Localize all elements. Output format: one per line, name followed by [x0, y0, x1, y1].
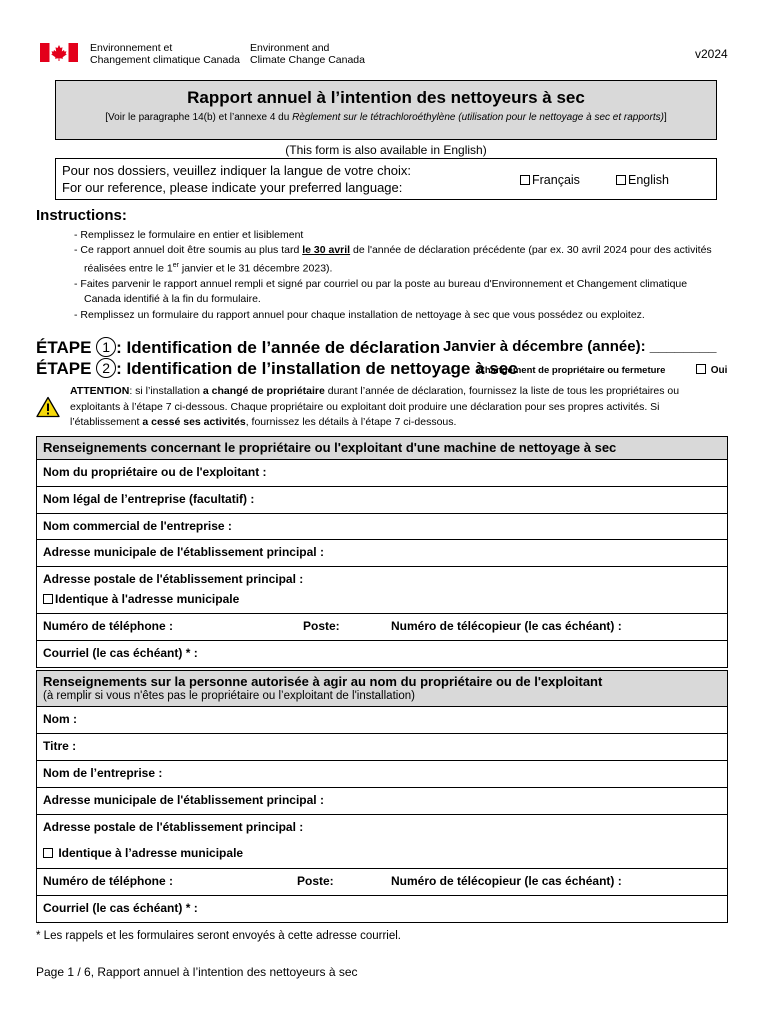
- email-field[interactable]: Courriel (le cas échéant) * :: [43, 646, 198, 660]
- phone-row[interactable]: Numéro de téléphone : Poste: Numéro de télécopieur (le cas échéant) :: [37, 614, 727, 641]
- agent-postal-address-field[interactable]: Adresse postale de l'établissement principal : Identique à l’adresse municipale: [37, 815, 727, 869]
- same-address-option[interactable]: Identique à l’adresse municipale: [43, 846, 721, 860]
- step-2-heading: ÉTAPE 2 : Identification de l’installation de nettoyage à sec: [36, 359, 518, 378]
- legal-name-field[interactable]: Nom légal de l’entreprise (facultatif) :: [37, 487, 727, 514]
- ownership-change-checkbox[interactable]: Oui: [696, 364, 727, 376]
- street-address-field[interactable]: Adresse municipale de l'établissement principal :: [37, 540, 727, 567]
- page-title: Rapport annuel à l’intention des nettoyeurs à sec: [187, 88, 585, 107]
- agent-street-address-field[interactable]: Adresse municipale de l'établissement principal :: [37, 788, 727, 815]
- agent-email-field[interactable]: Courriel (le cas échéant) * :: [43, 901, 198, 915]
- instruction-item: - Faites parvenir le rapport annuel rempli et signé par courriel ou par la poste au bureau d'Environnement et Changement climatique Canada identifié à la fin du formulaire.: [74, 278, 688, 306]
- step-1-heading: ÉTAPE 1 : Identification de l’année de déclaration: [36, 338, 441, 357]
- instruction-item: - Remplissez le formulaire en entier et lisiblement: [74, 229, 304, 241]
- section-heading: Renseignements sur la personne autorisée à agir au nom du propriétaire ou de l'exploitant (à remplir si vous n'êtes pas le propriétaire ou l’exploitant de l'installation): [37, 671, 727, 707]
- extension-field[interactable]: Poste:: [303, 619, 340, 633]
- warning-icon: [36, 396, 60, 418]
- instruction-item: - Ce rapport annuel doit être soumis au plus tard le 30 avril de l'année de déclaration précédente (par ex. 30 avril 2024 pour des activités réalisées entre le 1er janvier et le 31 décembre 2023).: [74, 244, 712, 275]
- checkbox-icon[interactable]: [696, 364, 706, 374]
- checkbox-icon[interactable]: [43, 848, 53, 858]
- checkbox-icon[interactable]: [520, 175, 530, 185]
- owner-name-field[interactable]: Nom du propriétaire ou de l'exploitant :: [37, 460, 727, 487]
- english-available-note: (This form is also available in English): [285, 143, 487, 157]
- form-version: v2024: [695, 47, 728, 61]
- department-name-en: Environment and Climate Change Canada: [250, 42, 365, 66]
- owner-information-section: [36, 436, 728, 668]
- language-option-french[interactable]: Français: [520, 173, 580, 187]
- checkbox-icon[interactable]: [616, 175, 626, 185]
- page-footer: Page 1 / 6, Rapport annuel à l’intention des nettoyeurs à sec: [36, 965, 358, 979]
- step-number-circle: 2: [96, 358, 116, 378]
- instructions-heading: Instructions:: [36, 207, 127, 224]
- language-preference-box: Pour nos dossiers, veuillez indiquer la langue de votre choix: For our reference, please indicate your preferred language:: [55, 158, 717, 200]
- agent-company-field[interactable]: Nom de l’entreprise :: [37, 761, 727, 788]
- section-heading: Renseignements concernant le propriétaire ou l'exploitant d'une machine de nettoyage à sec: [37, 437, 727, 460]
- ownership-change-label: Changement de propriétaire ou fermeture: [478, 365, 666, 376]
- email-footnote: * Les rappels et les formulaires seront envoyés à cette adresse courriel.: [36, 930, 401, 942]
- instruction-item: - Remplissez un formulaire du rapport annuel pour chaque installation de nettoyage à sec que vous possédez ou exploitez.: [74, 308, 645, 321]
- attention-note: ATTENTION: si l’installation a changé de propriétaire durant l’année de déclaration, fournissez la liste de tous les propriétaires ou exploitants à l’étape 7 ci-dessous. Chaque propriétaire ou exploitant doit produire une déclaration pour ses propres activités. Si l’établissement a cessé ses activités, fournissez les détails à l’étape 7 ci-dessous.: [70, 385, 680, 428]
- extension-field[interactable]: Poste:: [297, 874, 334, 888]
- authorized-person-section: [36, 670, 728, 923]
- agent-name-field[interactable]: Nom :: [37, 707, 727, 734]
- title-box: [55, 80, 717, 140]
- same-address-option[interactable]: Identique à l'adresse municipale: [43, 592, 721, 606]
- regulation-reference: [Voir le paragraphe 14(b) et l’annexe 4 du Règlement sur le tétrachloroéthylène (utilisation pour le nettoyage à sec et rapports)]: [105, 112, 667, 123]
- instructions-list: [74, 228, 724, 323]
- reporting-year-field[interactable]: Janvier à décembre (année): ________: [443, 338, 717, 355]
- canada-flag-icon: [40, 43, 78, 62]
- agent-phone-row[interactable]: Numéro de téléphone : Poste: Numéro de télécopieur (le cas échéant) :: [37, 869, 727, 896]
- department-name-fr: Environnement et Changement climatique Canada: [90, 42, 241, 66]
- checkbox-icon[interactable]: [43, 594, 53, 604]
- agent-title-field[interactable]: Titre :: [37, 734, 727, 761]
- fax-field[interactable]: Numéro de télécopieur (le cas échéant) :: [391, 619, 622, 633]
- fax-field[interactable]: Numéro de télécopieur (le cas échéant) :: [391, 874, 622, 888]
- language-option-english[interactable]: English: [616, 173, 669, 187]
- postal-address-field[interactable]: Adresse postale de l'établissement principal : Identique à l'adresse municipale: [37, 567, 727, 614]
- commercial-name-field[interactable]: Nom commercial de l'entreprise :: [37, 514, 727, 540]
- step-number-circle: 1: [96, 337, 116, 357]
